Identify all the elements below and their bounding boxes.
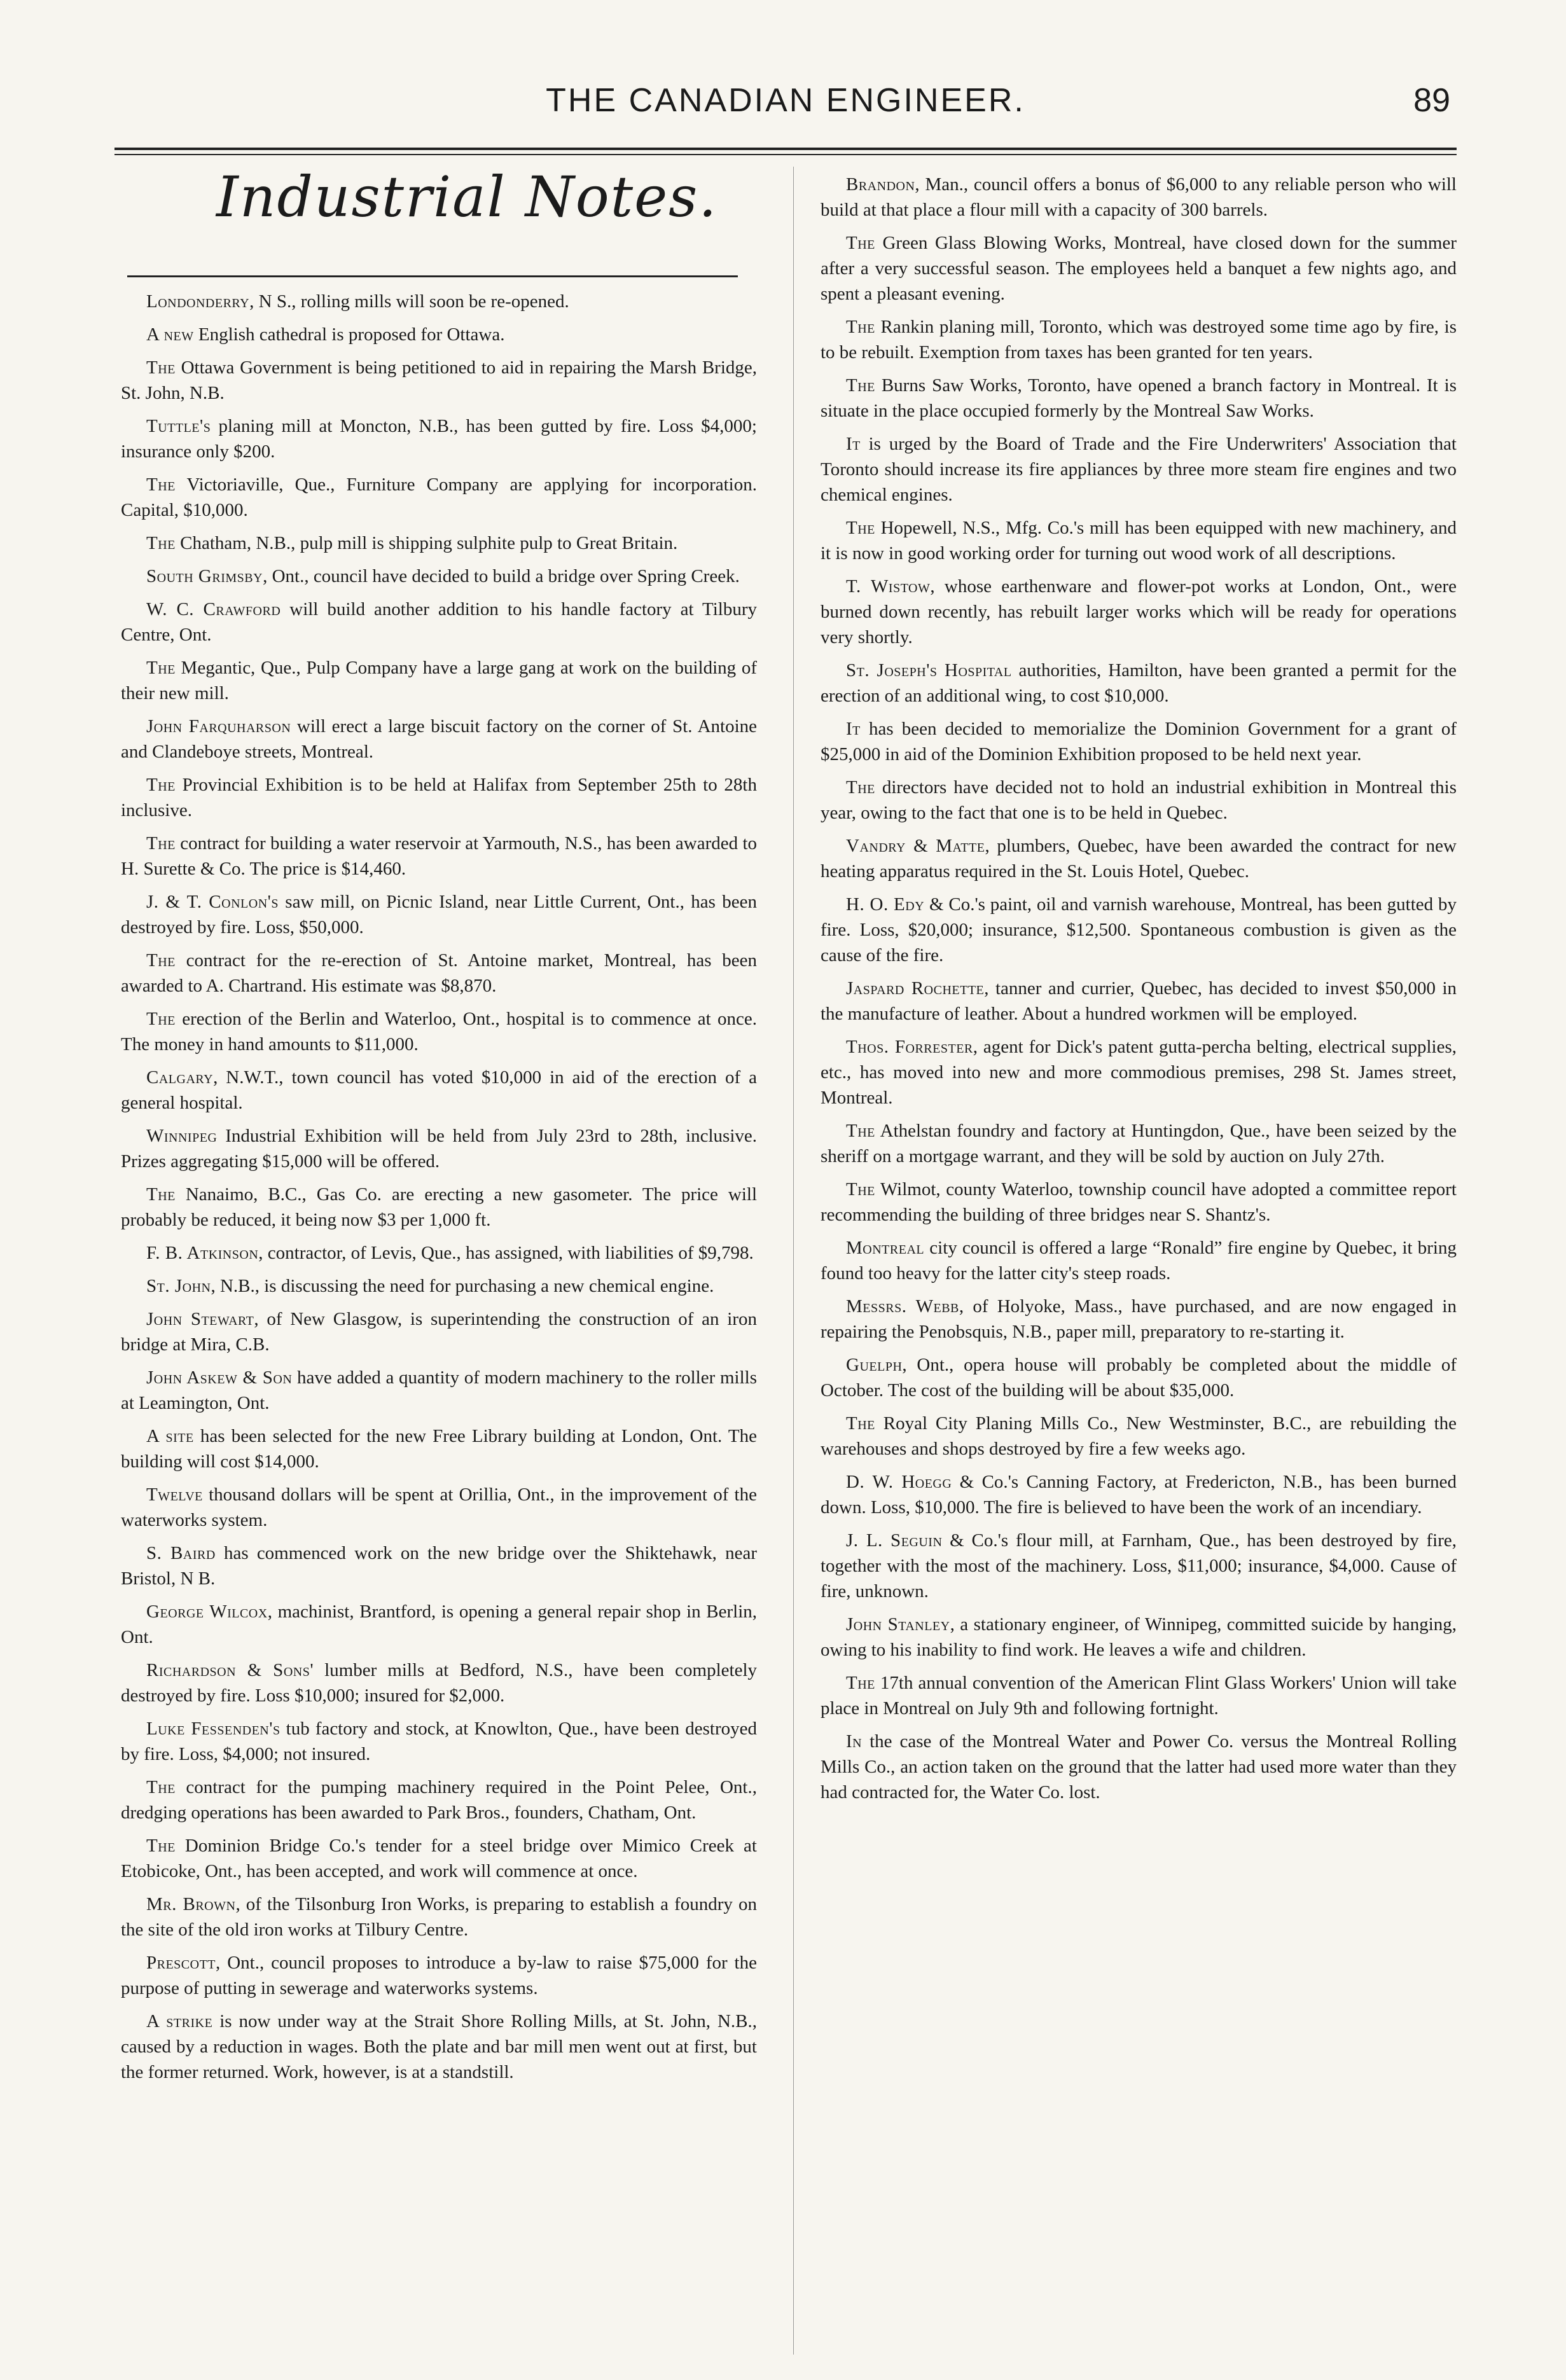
news-item-text: & Co.'s Canning Factory, at Fredericton, N.B., has been burned down. Loss, $10,000. The fire is believed to have been the work of an incendiary. (821, 1472, 1457, 1518)
news-item-lead: John Askew & Son (146, 1367, 293, 1388)
news-item-lead: Prescott (146, 1953, 216, 1973)
news-item-text: has commenced work on the new bridge over the Shiktehawk, near Bristol, N B. (121, 1543, 757, 1589)
news-item (121, 1950, 757, 2001)
news-item-lead: Twelve (146, 1484, 203, 1505)
news-item-text: Chatham, N.B., pulp mill is shipping sulphite pulp to Great Britain. (175, 533, 678, 553)
news-item (121, 1065, 757, 1116)
news-item (821, 1528, 1457, 1604)
news-item-text: planing mill at Moncton, N.B., has been gutted by fire. Loss $4,000; insurance only $200. (121, 416, 757, 462)
news-item (821, 172, 1457, 223)
news-item (121, 289, 757, 314)
news-item-lead: The (146, 1184, 176, 1205)
news-item (121, 1240, 757, 1266)
news-item-text: authorities, Hamilton, have been granted a permit for the erection of an additional wing, to cost $10,000. (821, 660, 1457, 706)
news-item-lead: Richardson & Sons' (146, 1660, 314, 1680)
left-column (121, 167, 757, 2367)
news-item-lead: South Grimsby (146, 566, 263, 586)
news-item-text: contract for the re-erection of St. Antoine market, Montreal, has been awarded to A. Chartrand. His estimate was $8,870. (121, 950, 757, 996)
news-item-text: tub factory and stock, at Knowlton, Que., have been destroyed by fire. Loss, $4,000; not insured. (121, 1719, 757, 1764)
news-item-lead: The (846, 1121, 875, 1141)
news-item (821, 574, 1457, 650)
news-item-text: have added a quantity of modern machinery to the roller mills at Leamington, Ont. (121, 1367, 757, 1413)
news-item-lead: D. W. Hoegg (846, 1472, 952, 1492)
column-divider (793, 167, 794, 2355)
journal-title: THE CANADIAN ENGINEER. (546, 82, 1025, 119)
news-item (121, 2009, 757, 2085)
news-item-text: , of New Glasgow, is superintending the construction of an iron bridge at Mira, C.B. (121, 1309, 757, 1355)
news-item-lead: The (846, 777, 875, 798)
news-item-text: & Co.'s paint, oil and varnish warehouse, Montreal, has been gutted by fire. Loss, $20,000; insurance, $12,500. Spontaneous combustion is given as the cause of the fire. (821, 894, 1457, 965)
news-item-text: , Man., council offers a bonus of $6,000 to any reliable person who will build at that place a flour mill with a capacity of 300 barrels. (821, 174, 1457, 220)
news-item-lead: Guelph (846, 1355, 903, 1375)
news-item (821, 1612, 1457, 1663)
news-item (121, 1423, 757, 1474)
news-item (821, 716, 1457, 767)
news-item-lead: The (146, 950, 176, 971)
right-column (821, 172, 1457, 2372)
news-item-text: will erect a large biscuit factory on the corner of St. Antoine and Clandeboye streets, Montreal. (121, 716, 757, 762)
news-item (121, 1006, 757, 1057)
news-item-lead: The (846, 1673, 875, 1693)
news-item-lead: Montreal (846, 1238, 925, 1258)
news-item (821, 1294, 1457, 1345)
news-item-text: erection of the Berlin and Waterloo, Ont., hospital is to commence at once. The money in hand amounts to $11,000. (121, 1009, 757, 1055)
news-item (821, 1352, 1457, 1403)
header-rule-thick (114, 148, 1457, 150)
news-item-text: directors have decided not to hold an industrial exhibition in Montreal this year, owing to the fact that one is to be held in Quebec. (821, 777, 1457, 823)
news-item-lead: W. C. Crawford (146, 599, 281, 619)
news-item-text: Burns Saw Works, Toronto, have opened a branch factory in Montreal. It is situate in the place occupied formerly by the Montreal Saw Works. (821, 375, 1457, 421)
news-item-lead: Luke Fessenden's (146, 1719, 281, 1739)
news-item (121, 772, 757, 823)
news-item (121, 1482, 757, 1533)
news-item-lead: It (846, 719, 861, 739)
news-item (821, 658, 1457, 709)
news-item (821, 1034, 1457, 1110)
news-item-text: Dominion Bridge Co.'s tender for a steel bridge over Mimico Creek at Etobicoke, Ont., has been accepted, and work will commence at once. (121, 1836, 757, 1881)
news-item-text: contract for the pumping machinery required in the Point Pelee, Ont., dredging operations has been awarded to Park Bros., founders, Chatham, Ont. (121, 1777, 757, 1823)
news-item-lead: Brandon (846, 174, 915, 195)
news-item-lead: A new (146, 324, 194, 345)
news-item (121, 472, 757, 523)
news-item-lead: The (146, 1777, 176, 1797)
news-item (121, 1599, 757, 1650)
news-item-text: contract for building a water reservoir at Yarmouth, N.S., has been awarded to H. Surette & Co. The price is $14,460. (121, 833, 757, 879)
news-item-lead: The (846, 233, 875, 253)
news-item-lead: Calgary (146, 1067, 214, 1088)
news-item-lead: John Stanley (846, 1614, 950, 1635)
news-item (821, 775, 1457, 826)
news-item-lead: John Farquharson (146, 716, 291, 737)
news-item (121, 355, 757, 406)
news-item-text: , Ont., council proposes to introduce a by-law to raise $75,000 for the purpose of putting in sewerage and waterworks systems. (121, 1953, 757, 1998)
news-item-text: lumber mills at Bedford, N.S., have been completely destroyed by fire. Loss $10,000; insured for $2,000. (121, 1660, 757, 1706)
news-item-lead: J. L. Seguin (846, 1530, 943, 1551)
news-item-lead: The (146, 1836, 176, 1856)
news-item (121, 1273, 757, 1299)
news-item-lead: Jaspard Rochette (846, 978, 985, 999)
news-item-text: , machinist, Brantford, is opening a general repair shop in Berlin, Ont. (121, 1602, 757, 1647)
news-item-lead: George Wilcox (146, 1602, 268, 1622)
news-item (121, 1716, 757, 1767)
page-number: 89 (1413, 82, 1450, 119)
section-title-rule (127, 275, 738, 277)
news-item (821, 892, 1457, 968)
news-item-lead: Thos. Forrester (846, 1037, 973, 1057)
news-item-text: Athelstan foundry and factory at Huntingdon, Que., have been seized by the sheriff on a mortgage warrant, and they will be sold by auction on July 27th. (821, 1121, 1457, 1166)
news-item-text: will build another addition to his handle factory at Tilbury Centre, Ont. (121, 599, 757, 645)
news-item-text: Hopewell, N.S., Mfg. Co.'s mill has been equipped with new machinery, and it is now in good working order for turning out wood work of all descriptions. (821, 518, 1457, 564)
news-item (821, 1670, 1457, 1721)
news-item (121, 831, 757, 882)
news-item-text: the case of the Montreal Water and Power Co. versus the Montreal Rolling Mills Co., an action taken on the ground that the latter had used more water than they had contracted for, the Water Co. lost. (821, 1731, 1457, 1802)
news-item-text: has been decided to memorialize the Dominion Government for a grant of $25,000 in aid of the Dominion Exhibition proposed to be held next year. (821, 719, 1457, 765)
news-item (121, 597, 757, 647)
news-item (121, 1775, 757, 1825)
news-item (121, 1182, 757, 1233)
news-item-lead: The (846, 317, 875, 337)
news-item-lead: T. Wistow (846, 576, 931, 597)
news-item-lead: The (146, 357, 176, 378)
section-heading (121, 167, 757, 281)
news-item-lead: The (146, 474, 176, 495)
news-item (121, 1833, 757, 1884)
news-item-lead: J. & T. Conlon's (146, 892, 279, 912)
news-item (821, 431, 1457, 508)
news-item (121, 1540, 757, 1591)
news-item-text: , Ont., opera house will probably be completed about the middle of October. The cost of the building will be about $35,000. (821, 1355, 1457, 1401)
news-item-lead: The (146, 775, 176, 795)
news-item-lead: A site (146, 1426, 194, 1446)
news-item (821, 314, 1457, 365)
news-item (121, 1892, 757, 1942)
news-item (821, 373, 1457, 424)
news-item-text: Green Glass Blowing Works, Montreal, have closed down for the summer after a very successful season. The employees held a banquet a few nights ago, and spent a pleasant evening. (821, 233, 1457, 304)
news-item-text: Ottawa Government is being petitioned to aid in repairing the Marsh Bridge, St. John, N.B. (121, 357, 757, 403)
news-item-text: is now under way at the Strait Shore Rolling Mills, at St. John, N.B., caused by a reduction in wages. Both the plate and bar mill men went out at first, but the former returned. Work, however, is at a standstill. (121, 2011, 757, 2082)
news-item-text: , agent for Dick's patent gutta-percha belting, electrical supplies, etc., has moved into new and more commodious premises, 298 St. James street, Montreal. (821, 1037, 1457, 1108)
news-item (821, 230, 1457, 307)
news-item-lead: H. O. Edy (846, 894, 925, 915)
news-item-text: 17th annual convention of the American Flint Glass Workers' Union will take place in Montreal on July 9th and following fortnight. (821, 1673, 1457, 1719)
news-item-lead: Messrs. Webb (846, 1296, 959, 1317)
news-item-lead: The (846, 1413, 875, 1434)
news-item (121, 714, 757, 765)
right-notes-list (821, 172, 1457, 1805)
news-item-lead: A strike (146, 2011, 213, 2031)
news-item-text: , N.B., is discussing the need for purchasing a new chemical engine. (211, 1276, 714, 1296)
news-item-text: , tanner and currier, Quebec, has decided to invest $50,000 in the manufacture of leather. About a hundred workmen will be employed. (821, 978, 1457, 1024)
news-item-lead: Mr. Brown (146, 1894, 236, 1914)
news-item-text: saw mill, on Picnic Island, near Little Current, Ont., has been destroyed by fire. Loss, $50,000. (121, 892, 757, 937)
news-item-text: Royal City Planing Mills Co., New Westminster, B.C., are rebuilding the warehouses and shops destroyed by fire a few weeks ago. (821, 1413, 1457, 1459)
header-rule-thin (114, 154, 1457, 155)
news-item-text: Victoriaville, Que., Furniture Company are applying for incorporation. Capital, $10,000. (121, 474, 757, 520)
news-item-lead: The (846, 1179, 875, 1200)
page-header (114, 76, 1457, 121)
news-item-lead: The (146, 833, 176, 854)
news-item-text: Provincial Exhibition is to be held at Halifax from September 25th to 28th inclusive. (121, 775, 757, 820)
news-item-text: , contractor, of Levis, Que., has assigned, with liabilities of $9,798. (258, 1243, 754, 1263)
news-item (121, 1123, 757, 1174)
news-item (821, 1235, 1457, 1286)
news-item-lead: St. Joseph's Hospital (846, 660, 1012, 681)
news-item-text: Wilmot, county Waterloo, township council have adopted a committee report recommending the building of three bridges near S. Shantz's. (821, 1179, 1457, 1225)
news-item-text: has been selected for the new Free Library building at London, Ont. The building will cost $14,000. (121, 1426, 757, 1472)
news-item (121, 1365, 757, 1416)
news-item (821, 1469, 1457, 1520)
news-item-text: Rankin planing mill, Toronto, which was destroyed some time ago by fire, is to be rebuilt. Exemption from taxes has been granted for ten years. (821, 317, 1457, 363)
news-item-text: , of the Tilsonburg Iron Works, is preparing to establish a foundry on the site of the old iron works at Tilbury Centre. (121, 1894, 757, 1940)
news-item-lead: S. Baird (146, 1543, 216, 1563)
news-item-text: , Ont., council have decided to build a bridge over Spring Creek. (263, 566, 740, 586)
news-item-text: , whose earthenware and flower-pot works at London, Ont., were burned down recently, has rebuilt larger works which will be ready for operations very shortly. (821, 576, 1457, 647)
news-item (821, 976, 1457, 1027)
news-item (821, 1729, 1457, 1805)
news-item-lead: Londonderry (146, 291, 250, 312)
news-item-text: is urged by the Board of Trade and the Fire Underwriters' Association that Toronto should increase its fire appliances by three more steam fire engines and two chemical engines. (821, 434, 1457, 505)
news-item (821, 1177, 1457, 1228)
news-item-lead: John Stewart (146, 1309, 254, 1329)
news-item-text: city council is offered a large “Ronald” fire engine by Quebec, it bring found too heavy for the latter city's steep roads. (821, 1238, 1457, 1283)
news-item-text: , plumbers, Quebec, have been awarded the contract for new heating apparatus required in the St. Louis Hotel, Quebec. (821, 836, 1457, 882)
news-item-text: Megantic, Que., Pulp Company have a large gang at work on the building of their new mill. (121, 658, 757, 703)
news-item (121, 655, 757, 706)
news-item (121, 564, 757, 589)
section-title: Industrial Notes. (216, 167, 718, 230)
news-item-text: & Co.'s flour mill, at Farnham, Que., has been destroyed by fire, together with the most of the machinery. Loss, $11,000; insurance, $4,000. Cause of fire, unknown. (821, 1530, 1457, 1602)
news-item (121, 889, 757, 940)
news-item-lead: The (146, 533, 176, 553)
news-item-lead: St. John (146, 1276, 211, 1296)
news-item-text: Industrial Exhibition will be held from July 23rd to 28th, inclusive. Prizes aggregating $15,000 will be offered. (121, 1126, 757, 1172)
news-item-text: , N S., rolling mills will soon be re-opened. (249, 291, 569, 312)
news-item-lead: Vandry & Matte (846, 836, 985, 856)
news-item-text: , of Holyoke, Mass., have purchased, and are now engaged in repairing the Penobsquis, N.B., paper mill, preparatory to re-starting it. (821, 1296, 1457, 1342)
news-item (821, 515, 1457, 566)
news-item (821, 1411, 1457, 1462)
news-item (121, 322, 757, 347)
news-item (121, 1657, 757, 1708)
news-item-text: thousand dollars will be spent at Orillia, Ont., in the improvement of the waterworks system. (121, 1484, 757, 1530)
news-item (121, 948, 757, 999)
news-item (121, 413, 757, 464)
news-item-lead: The (846, 518, 875, 538)
news-item-lead: It (846, 434, 861, 454)
news-item (121, 530, 757, 556)
news-item-text: Nanaimo, B.C., Gas Co. are erecting a new gasometer. The price will probably be reduced, it being now $3 per 1,000 ft. (121, 1184, 757, 1230)
news-item-lead: F. B. Atkinson (146, 1243, 259, 1263)
news-item-text: English cathedral is proposed for Ottawa. (193, 324, 505, 345)
news-item (821, 1118, 1457, 1169)
news-item-lead: Winnipeg (146, 1126, 218, 1146)
news-item-lead: Tuttle's (146, 416, 211, 436)
news-item-lead: The (146, 658, 176, 678)
news-item (121, 1306, 757, 1357)
news-item-text: , N.W.T., town council has voted $10,000 in aid of the erection of a general hospital. (121, 1067, 757, 1113)
left-notes-list (121, 289, 757, 2085)
news-item (821, 833, 1457, 884)
news-item-lead: The (846, 375, 875, 396)
news-item-lead: The (146, 1009, 176, 1029)
news-item-text: , a stationary engineer, of Winnipeg, committed suicide by hanging, owing to his inability to find work. He leaves a wife and children. (821, 1614, 1457, 1660)
news-item-lead: In (846, 1731, 863, 1752)
